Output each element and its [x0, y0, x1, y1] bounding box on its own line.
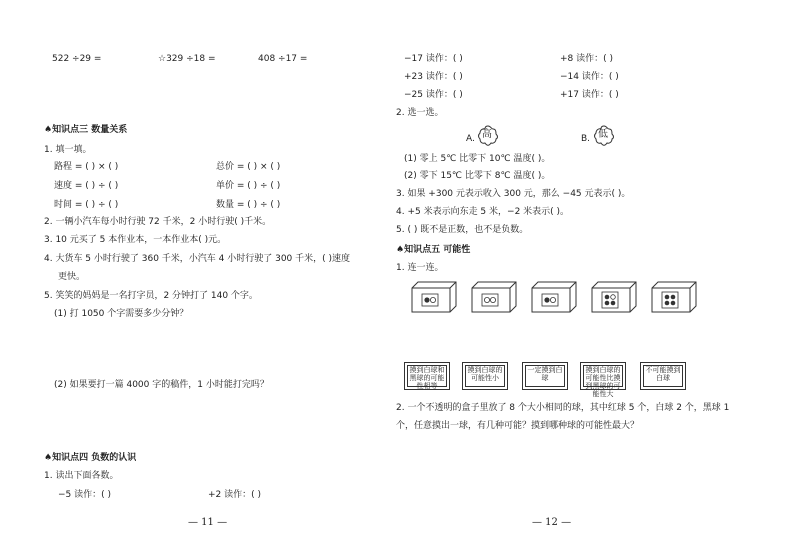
calc-1: 522 ÷29 = [52, 54, 102, 64]
calc-2: ☆329 ÷18 = [158, 54, 216, 64]
page-number-left: — 11 — [188, 517, 228, 528]
question: 更快。 [58, 272, 86, 282]
formula: 数量 = ( ) ÷ ( ) [216, 200, 281, 210]
question: (2) 如果要打一篇 4000 字的稿件，1 小时能打完吗？ [54, 380, 269, 390]
formula: 路程 = ( ) × ( ) [54, 162, 119, 172]
ball-box-4 [590, 280, 638, 314]
question: 2. 一辆小汽车每小时行驶 72 千米，2 小时行驶( )千米。 [44, 217, 272, 227]
read-item: −17 读作：( ) [404, 54, 463, 64]
read-item: −25 读作：( ) [404, 90, 463, 100]
question: (2) 零下 15℃ 比零下 8℃ 温度( )。 [404, 171, 551, 181]
match-card: 一定摸到白球 [522, 362, 568, 390]
section-title-4: ♠知识点四 负数的认识 [44, 453, 137, 463]
question: 个，任意摸出一球，有几种可能？摸到哪种球的可能性最大？ [396, 421, 640, 431]
question: 4. +5 米表示向东走 5 米，−2 米表示( )。 [396, 207, 570, 217]
question: 5. ( ) 既不是正数，也不是负数。 [396, 225, 529, 235]
read-item: +23 读作：( ) [404, 72, 463, 82]
option-a-word: 高 [482, 129, 492, 140]
read-item: −14 读作：( ) [560, 72, 619, 82]
read-item: +17 读作：( ) [560, 90, 619, 100]
question: 1. 连一连。 [396, 263, 444, 273]
question: (1) 零上 5℃ 比零下 10℃ 温度( )。 [404, 154, 551, 164]
question: 2. 选一选。 [396, 108, 444, 118]
formula: 速度 = ( ) ÷ ( ) [54, 181, 119, 191]
formula: 总价 = ( ) × ( ) [216, 162, 281, 172]
section-title-5: ♠知识点五 可能性 [396, 245, 471, 255]
calc-3: 408 ÷17 = [258, 54, 308, 64]
question: 5. 笑笑的妈妈是一名打字员，2 分钟打了 140 个字。 [44, 291, 258, 301]
ball-box-1 [410, 280, 458, 314]
question: (1) 打 1050 个字需要多少分钟？ [54, 309, 189, 319]
section-title-3: ♠知识点三 数量关系 [44, 125, 128, 135]
option-b-label: B. [581, 134, 591, 144]
match-card: 摸到白球的可能性小 [462, 362, 508, 390]
question: 3. 如果 +300 元表示收入 300 元，那么 −45 元表示( )。 [396, 189, 631, 199]
option-a-label: A. [466, 134, 475, 144]
read-item: −5 读作：( ) [58, 490, 112, 500]
formula: 单价 = ( ) ÷ ( ) [216, 181, 281, 191]
ball-box-5 [650, 280, 698, 314]
question: 1. 读出下面各数。 [44, 471, 119, 481]
question: 3. 10 元买了 5 本作业本，一本作业本( )元。 [44, 235, 227, 245]
read-item: +2 读作：( ) [208, 490, 262, 500]
question: 2. 一个不透明的盒子里放了 8 个大小相同的球，其中红球 5 个，白球 2 个，黑球 1 [396, 403, 730, 413]
match-card: 不可能摸到白球 [640, 362, 686, 390]
read-item: +8 读作：( ) [560, 54, 614, 64]
ball-box-3 [530, 280, 578, 314]
question: 1. 填一填。 [44, 145, 92, 155]
formula: 时间 = ( ) ÷ ( ) [54, 200, 119, 210]
option-b-word: 低 [598, 129, 608, 140]
page-number-right: — 12 — [532, 517, 572, 528]
match-card: 摸到白球的可能性比摸到黑球的可能性大 [580, 362, 626, 390]
ball-box-2 [470, 280, 518, 314]
match-card: 摸到白球和黑球的可能性相等 [404, 362, 450, 390]
question: 4. 大货车 5 小时行驶了 360 千米，小汽车 4 小时行驶了 300 千米，( )速度 [44, 254, 351, 264]
